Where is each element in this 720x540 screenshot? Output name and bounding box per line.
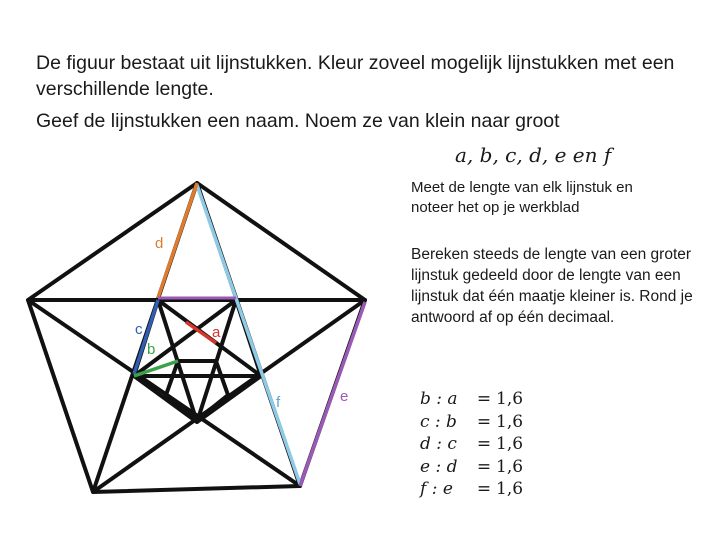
label-d: d <box>155 235 164 252</box>
ratio-row-c-b: c : b = 1,6 <box>420 411 524 432</box>
label-c: c <box>135 321 143 338</box>
segment-e <box>300 302 365 486</box>
label-f: f <box>276 394 281 411</box>
compute-instruction: Bereken steeds de lengte van een groter lijnstuk gedeeld door de lengte van een lijnstuk dat één maatje kleiner is. Rond je antwoord af op één decimaal. <box>411 246 693 326</box>
ratio-row-b-a: b : a = 1,6 <box>420 389 524 409</box>
label-b: b <box>147 341 156 358</box>
measure-instruction: Meet de lengte van elk lijnstuk en noteer het op je werkblad <box>411 179 633 216</box>
label-a: a <box>212 324 221 341</box>
ratio-row-f-e: f : e = 1,6 <box>420 479 524 499</box>
label-e: e <box>340 388 349 405</box>
ratio-row-e-d: e : d = 1,6 <box>420 456 524 477</box>
innermost-pentagon <box>166 361 228 420</box>
instruction-line-2: Geef de lijnstukken een naam. Noem ze van klein naar groot <box>36 110 560 132</box>
ratio-row-d-c: d : c = 1,6 <box>420 434 524 454</box>
segment-d <box>158 183 197 298</box>
segment-letters: a, b, c, d, e en f <box>455 143 612 167</box>
instruction-line-1: De figuur bestaat uit lijnstukken. Kleur zoveel mogelijk lijnstukken met een verschillende lengte. <box>36 52 675 100</box>
